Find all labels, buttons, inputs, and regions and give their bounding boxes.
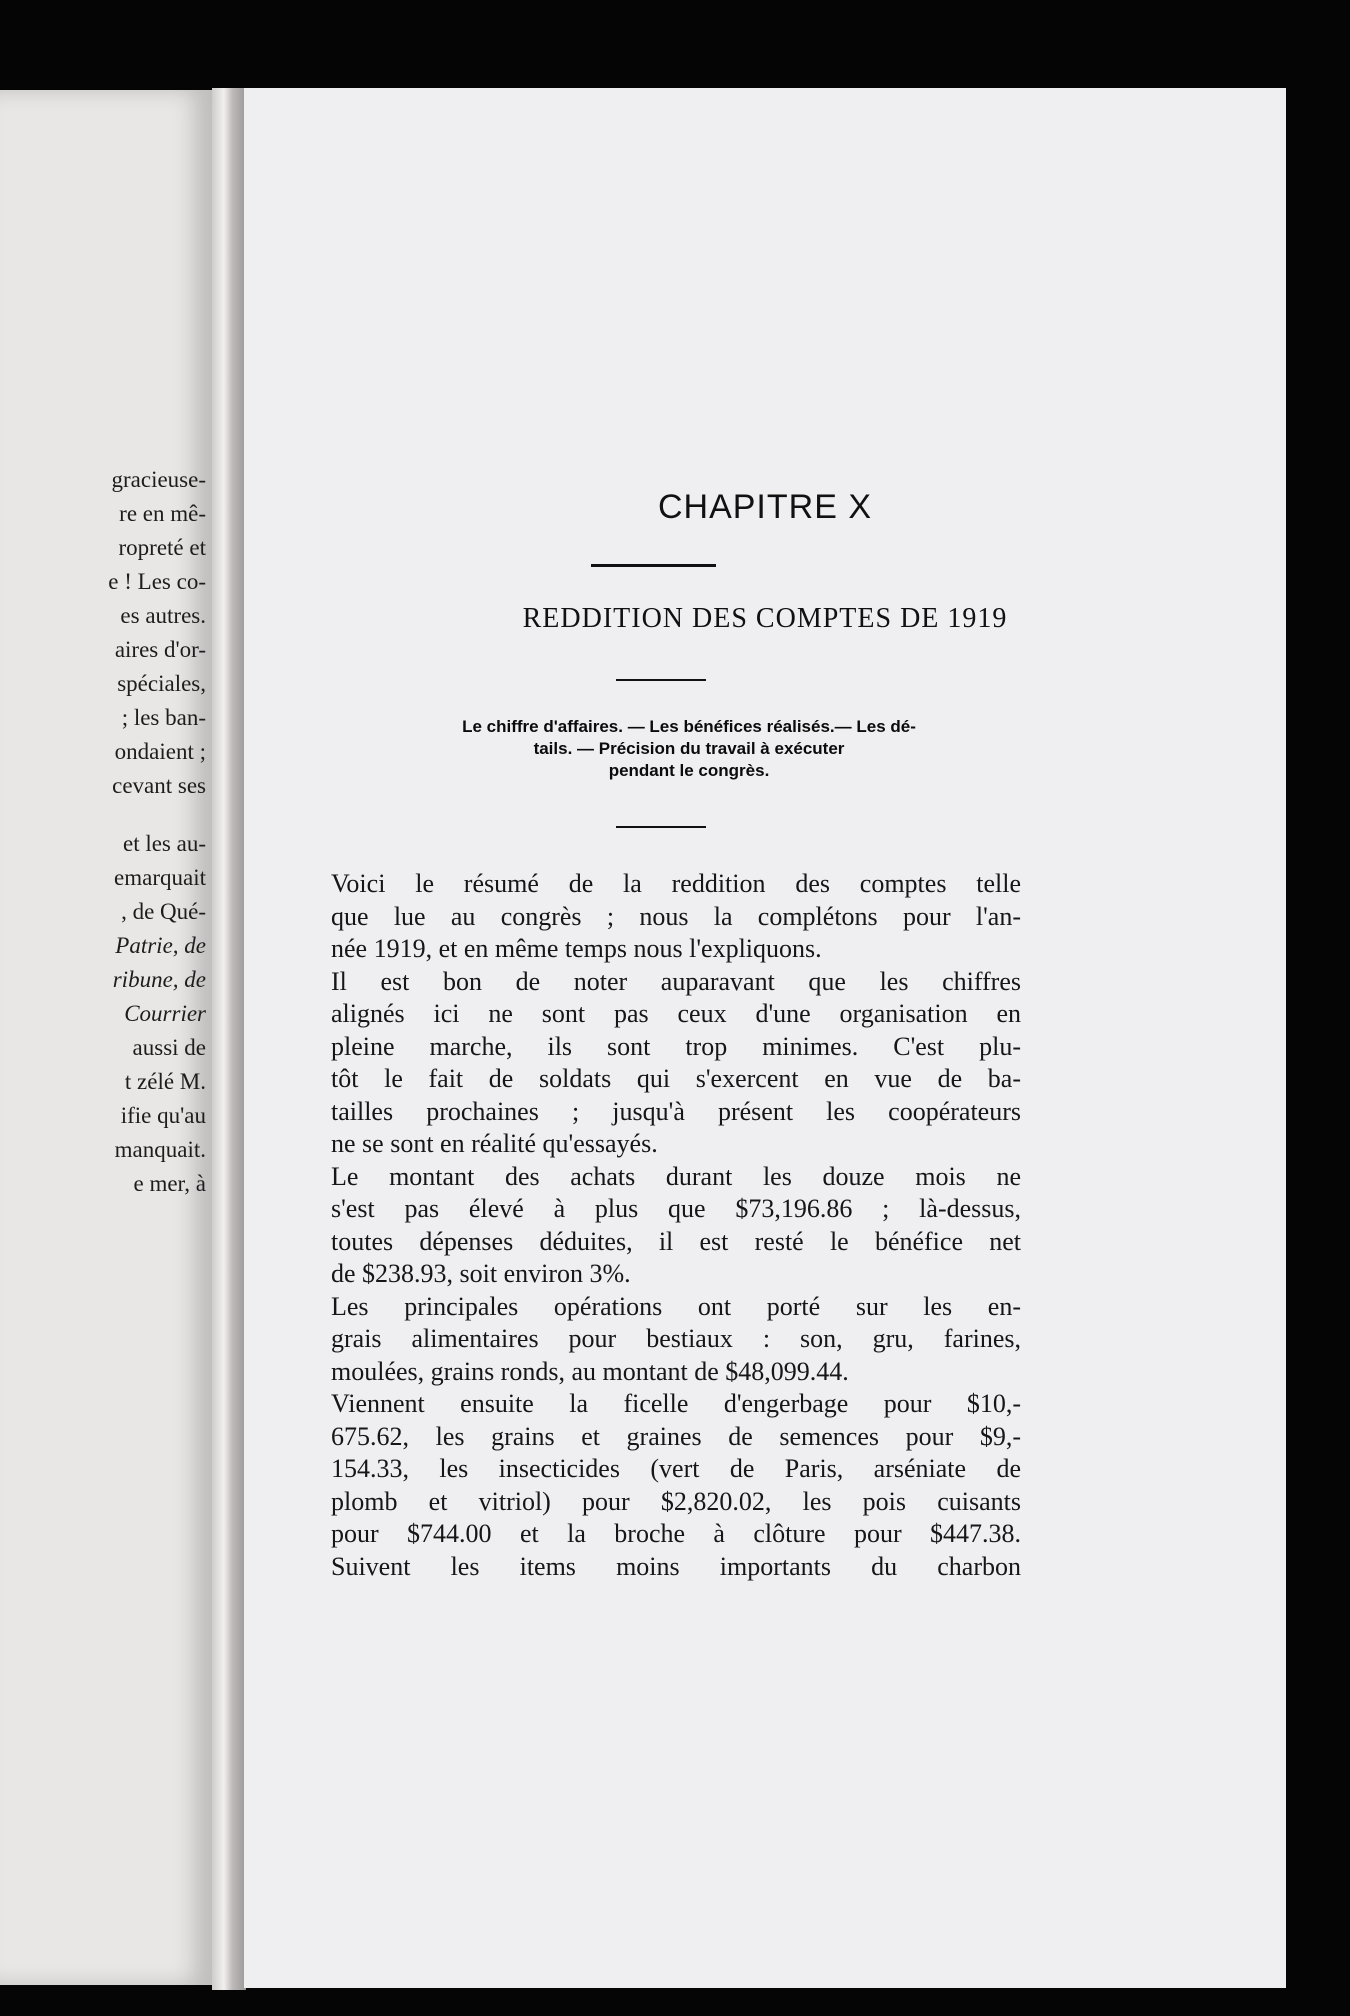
left-page-text [6, 463, 206, 1201]
body-line: toutes dépenses déduites, il est resté le bénéfice net [331, 1226, 1021, 1256]
left-line: ; les ban- [121, 705, 206, 730]
body-line: Viennent ensuite la ficelle d'engerbage pour $10,- [331, 1389, 1021, 1418]
chapter-summary [299, 716, 1079, 782]
left-line: re en mê- [119, 501, 206, 526]
left-line: emarquait [114, 865, 206, 890]
body-line: alignés ici ne sont pas ceux d'une organisation en [331, 999, 1021, 1028]
body-line: Il est bon de noter auparavant que les chiffres [331, 966, 1021, 996]
book-gutter [212, 88, 246, 1990]
left-paragraph-gap [6, 803, 206, 827]
left-line: , de Qué- [121, 899, 206, 924]
left-line: cevant ses [112, 773, 206, 798]
left-line: e mer, à [133, 1171, 206, 1196]
left-line: e ! Les co- [108, 569, 206, 594]
body-line: Voici le résumé de la reddition des comptes telle [331, 869, 1021, 898]
body-line: plomb et vitriol) pour $2,820.02, les pois cuisants [331, 1486, 1021, 1516]
summary-line: Le chiffre d'affaires. — Les bénéfices réalisés.— Les dé- [462, 717, 916, 736]
left-line: et les au- [122, 831, 206, 856]
left-line: Courrier [124, 1001, 206, 1026]
left-line: ifie qu'au [120, 1103, 206, 1128]
body-line: tailles prochaines ; jusqu'à présent les coopérateurs [331, 1096, 1021, 1126]
body-line: 154.33, les insecticides (vert de Paris, arséniate de [331, 1454, 1021, 1483]
left-line: aussi de [132, 1035, 206, 1060]
chapter-title: CHAPITRE X [657, 488, 873, 526]
left-line: Patrie, de [115, 933, 206, 958]
body-line: ne se sont en réalité qu'essayés. [331, 1129, 658, 1158]
left-line: gracieuse- [111, 467, 206, 492]
body-line: que lue au congrès ; nous la complétons pour l'an- [331, 901, 1021, 931]
body-line: tôt le fait de soldats qui s'exercent en vue de ba- [331, 1064, 1021, 1093]
left-line: manquait. [114, 1137, 206, 1162]
summary-rule [616, 826, 706, 828]
body-line: 675.62, les grains et graines de semences pour $9,- [331, 1421, 1021, 1451]
summary-line: tails. — Précision du travail à exécuter [533, 739, 845, 758]
body-line: de $238.93, soit environ 3%. [331, 1259, 631, 1288]
body-line: grais alimentaires pour bestiaux : son, gru, farines, [331, 1324, 1021, 1353]
body-line: s'est pas élevé à plus que $73,196.86 ; là-dessus, [331, 1194, 1021, 1223]
body-line: pleine marche, ils sont trop minimes. C'est plu- [331, 1031, 1021, 1061]
body-line: moulées, grains ronds, au montant de $48,099.44. [331, 1356, 849, 1386]
section-title: REDDITION DES COMPTES DE 1919 [522, 603, 1008, 634]
left-line: ropreté et [118, 535, 206, 560]
right-page [244, 88, 1286, 1988]
left-line: es autres. [120, 603, 206, 628]
title-rule [591, 564, 716, 567]
left-line: spéciales, [117, 671, 206, 696]
body-line: Le montant des achats durant les douze mois ne [331, 1161, 1021, 1191]
body-line: née 1919, et en même temps nous l'expliquons. [331, 934, 822, 963]
body-text [331, 868, 1021, 1583]
left-line: t zélé M. [124, 1069, 206, 1094]
summary-line: pendant le congrès. [608, 761, 770, 780]
left-line: aires d'or- [114, 637, 206, 662]
left-line: ondaient ; [114, 739, 206, 764]
left-page [0, 90, 212, 1985]
body-line: Suivent les items moins importants du charbon [331, 1551, 1021, 1581]
section-rule [616, 679, 706, 681]
body-line: Les principales opérations ont porté sur les en- [331, 1291, 1021, 1321]
left-line: ribune, de [112, 967, 206, 992]
body-line: pour $744.00 et la broche à clôture pour $447.38. [331, 1519, 1021, 1548]
